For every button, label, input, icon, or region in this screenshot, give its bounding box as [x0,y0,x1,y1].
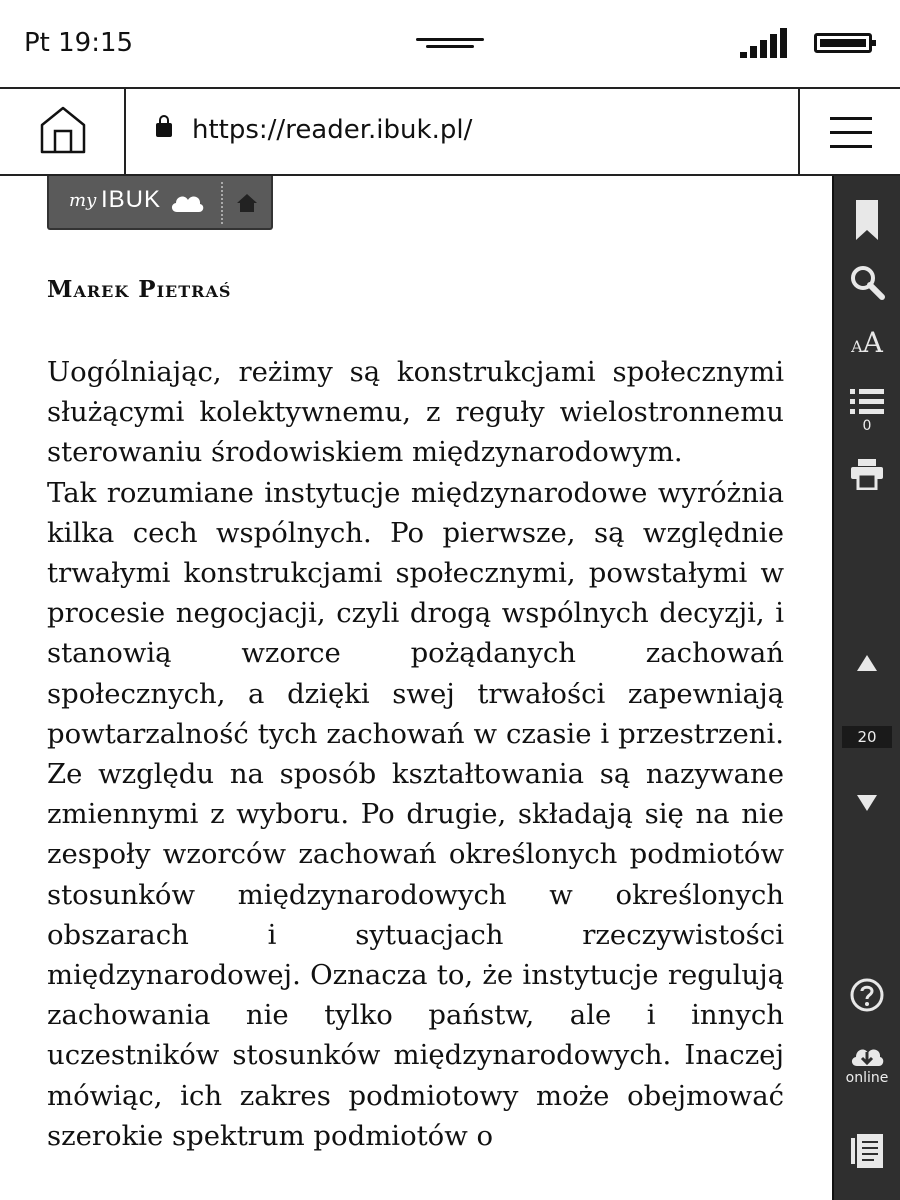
brand-name: IBUK [101,186,162,213]
url-text: https://reader.ibuk.pl/ [192,115,473,145]
browser-url-bar [0,87,900,176]
online-status-button[interactable] [834,1042,900,1086]
signal-strength-icon [740,28,792,58]
menu-button[interactable] [798,89,900,174]
notebook-icon [850,1132,884,1170]
toc-count: 0 [862,418,872,434]
url-field[interactable] [126,89,798,174]
table-of-contents-button[interactable] [834,388,900,434]
reader-sidebar [832,176,900,1200]
font-size-icon: AA [851,326,883,359]
font-size-button[interactable] [834,326,900,359]
search-icon [849,264,885,300]
status-time: Pt 19:15 [24,28,134,58]
notes-button[interactable] [834,1132,900,1170]
arrow-up-icon [856,654,878,672]
arrow-down-icon [856,794,878,812]
myibuk-tab[interactable] [47,176,273,230]
paragraph: Tak rozumiane instytucje międzynarodowe wyróżnia kilka cech wspólnych. Po pierwsze, są względnie trwałymi konstrukcjami społecznymi, powstałymi w procesie negocjacji, czyli drogą wspólnych decyzji, i stanowią wzorce pożądanych zachowań społecznych, a dzięki swej trwałości zapewniają powtarzalność tych zachowań w czasie i przestrzeni. Ze względu na sposób kształtowania są nazywane zmiennymi z wyboru. Po drugie, składają się na nie zespoły wzorców zachowań określonych podmiotów stosunków międzynarodowych w określonych obszarach i sytuacjach rzeczywistości międzynarodowej. Oznacza to, że instytucje regulują zachowania nie tylko państw, ale i innych uczestników stosunków międzynarodowych. Inaczej mówiąc, ich zakres podmiotowy może obejmować szerokie spektrum podmiotów o [47,476,784,1152]
status-bar [0,0,900,88]
help-button[interactable] [834,978,900,1012]
print-button[interactable] [834,458,900,490]
paragraph: Uogólniając, reżimy są konstrukcjami społecznymi służącymi kolektywnemu, z reguły wielostronnemu sterowaniu środowiskiem międzynarodowym. [47,356,784,469]
book-content [47,352,784,1156]
list-icon [850,388,884,416]
pull-down-handle-icon[interactable] [416,38,484,48]
page-number[interactable]: 20 [842,726,892,748]
page-up-button[interactable] [834,654,900,672]
cloud-icon [169,190,205,214]
home-button[interactable] [0,89,126,174]
brand-my: my [69,190,97,211]
home-icon [0,89,126,174]
cloud-download-icon [849,1042,885,1068]
author-heading: Marek Pietraś [47,276,232,303]
page-down-button[interactable] [834,794,900,812]
lock-icon [156,123,172,137]
search-button[interactable] [834,264,900,300]
battery-icon [814,33,872,53]
print-icon [850,458,884,490]
help-icon [850,978,884,1012]
home-icon[interactable] [235,192,259,214]
online-label: online [845,1070,889,1086]
bookmark-button[interactable] [834,198,900,242]
bookmark-icon [854,198,880,242]
